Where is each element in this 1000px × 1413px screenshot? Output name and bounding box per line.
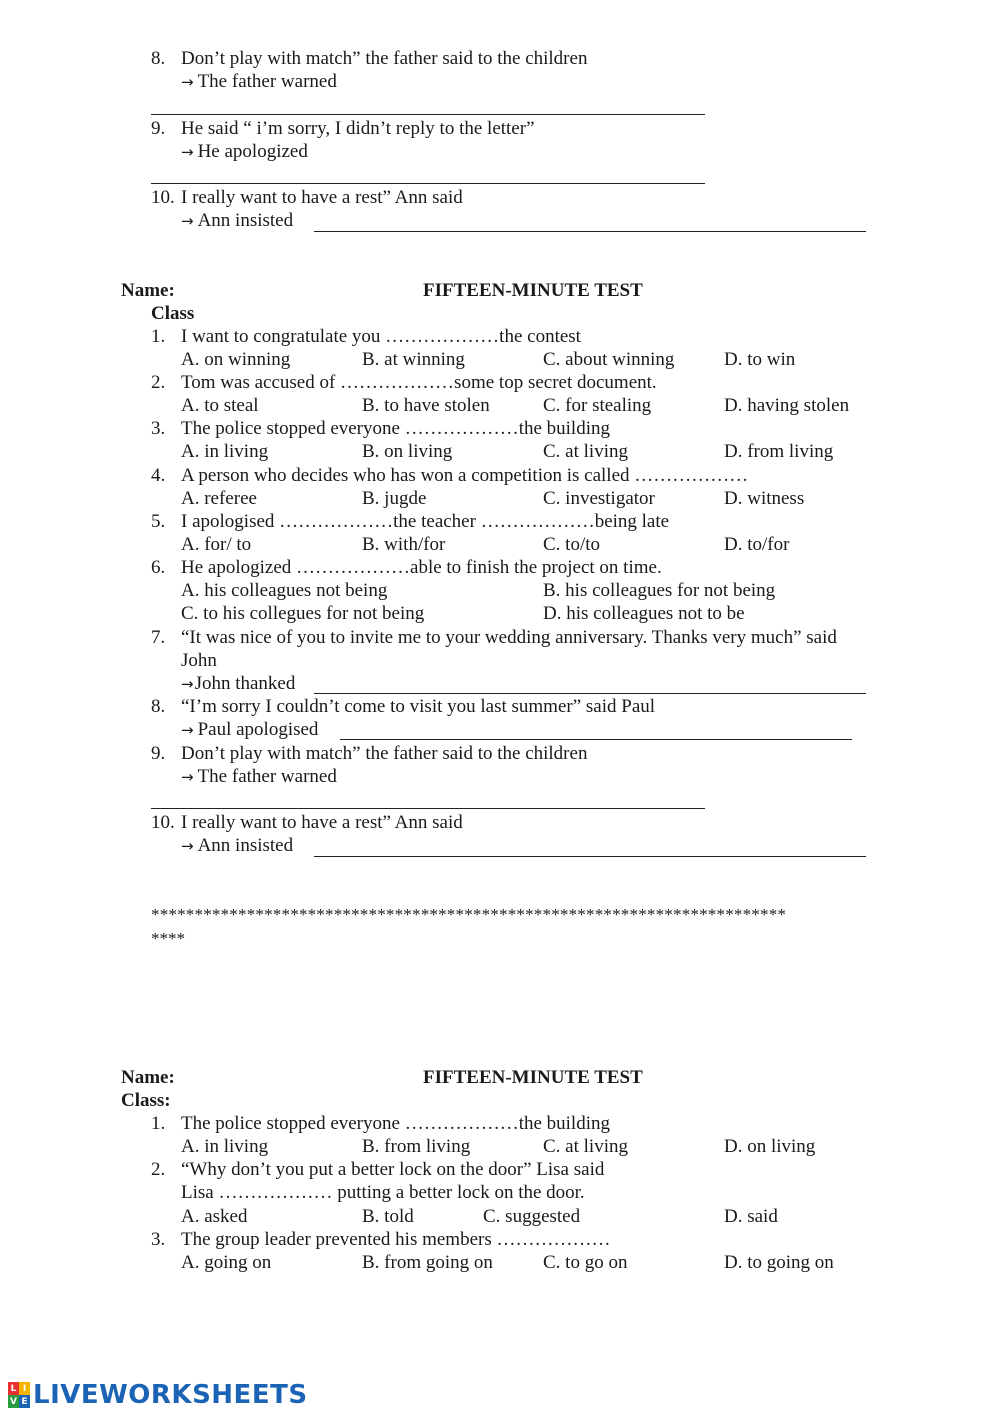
t1-q4-number: 4. [151, 465, 166, 486]
t2-q2-text-continued: Lisa ……………… putting a better lock on the door. [181, 1182, 585, 1203]
t1-q8-prompt-line [181, 718, 318, 742]
test-title: FIFTEEN-MINUTE TEST [423, 1067, 643, 1088]
t1-q6-text: He apologized ………………able to finish the project on time. [181, 557, 662, 578]
q10-prompt: Ann insisted [197, 210, 294, 231]
logo-badge-letter: I [19, 1382, 30, 1395]
t1-q8-prompt: Paul apologised [197, 719, 319, 740]
t1-q5-option-d[interactable]: D. to/for [724, 534, 790, 555]
t1-q9-text: Don’t play with match” the father said to the children [181, 743, 588, 764]
t1-q9-number: 9. [151, 743, 166, 764]
t2-q1-option-a[interactable]: A. in living [181, 1136, 269, 1157]
t1-q6-number: 6. [151, 557, 166, 578]
t1-q1-option-d[interactable]: D. to win [724, 349, 796, 370]
t1-q7-answer-line[interactable] [314, 693, 866, 694]
t1-q4-option-b[interactable]: B. jugde [362, 488, 427, 509]
t2-q1-option-b[interactable]: B. from living [362, 1136, 471, 1157]
t1-q2-option-c[interactable]: C. for stealing [543, 395, 652, 416]
t1-q3-option-c[interactable]: C. at living [543, 441, 628, 462]
t1-q7-text: “It was nice of you to invite me to your wedding anniversary. Thanks very much” said [181, 627, 837, 648]
t1-q2-option-d[interactable]: D. having stolen [724, 395, 850, 416]
q8-answer-line[interactable] [151, 114, 705, 115]
name-label: Name: [121, 1067, 175, 1088]
q9-prompt: He apologized [197, 141, 308, 162]
t1-q1-option-c[interactable]: C. about winning [543, 349, 675, 370]
t1-q5-option-a[interactable]: A. for/ to [181, 534, 252, 555]
t1-q3-text: The police stopped everyone ………………the building [181, 418, 610, 439]
class-label: Class: [121, 1090, 171, 1111]
t1-q9-answer-line[interactable] [151, 808, 705, 809]
q9-prompt-line [181, 140, 308, 164]
t2-q3-option-c[interactable]: C. to go on [543, 1252, 628, 1273]
t1-q2-number: 2. [151, 372, 166, 393]
logo-badge-letter: V [8, 1395, 19, 1408]
t1-q4-option-a[interactable]: A. referee [181, 488, 257, 509]
arrow-icon: → [181, 721, 194, 739]
q8-text: Don’t play with match” the father said to the children [181, 48, 588, 69]
t1-q8-text: “I’m sorry I couldn’t come to visit you last summer” said Paul [181, 696, 656, 717]
t2-q1-text: The police stopped everyone ………………the building [181, 1113, 610, 1134]
logo-badge-letter: E [19, 1395, 30, 1408]
t1-q1-option-b[interactable]: B. at winning [362, 349, 465, 370]
t2-q2-number: 2. [151, 1159, 166, 1180]
test-title: FIFTEEN-MINUTE TEST [423, 280, 643, 301]
t1-q4-text: A person who decides who has won a competition is called ……………… [181, 465, 749, 486]
t1-q4-option-d[interactable]: D. witness [724, 488, 805, 509]
q10-number: 10. [151, 187, 175, 208]
t1-q7-prompt-line [181, 672, 295, 696]
t1-q4-option-c[interactable]: C. investigator [543, 488, 655, 509]
t1-q10-answer-line[interactable] [314, 856, 866, 857]
t2-q1-number: 1. [151, 1113, 166, 1134]
t2-q3-option-d[interactable]: D. to going on [724, 1252, 834, 1273]
arrow-icon: → [181, 212, 194, 230]
t1-q10-number: 10. [151, 812, 175, 833]
t1-q3-option-a[interactable]: A. in living [181, 441, 269, 462]
t2-q1-option-d[interactable]: D. on living [724, 1136, 816, 1157]
t2-q2-option-c[interactable]: C. suggested [483, 1206, 581, 1227]
arrow-icon: → [181, 675, 194, 693]
t1-q5-text: I apologised ………………the teacher ………………being late [181, 511, 670, 532]
separator-stars-continued: **** [151, 929, 185, 948]
t1-q10-prompt: Ann insisted [197, 835, 294, 856]
t2-q2-option-b[interactable]: B. told [362, 1206, 414, 1227]
class-label: Class [151, 303, 195, 324]
separator-stars: ************************************************************************* [151, 905, 787, 924]
t2-q3-option-a[interactable]: A. going on [181, 1252, 272, 1273]
arrow-icon: → [181, 768, 194, 786]
q8-number: 8. [151, 48, 166, 69]
arrow-icon: → [181, 143, 194, 161]
q10-text: I really want to have a rest” Ann said [181, 187, 463, 208]
t1-q6-option-c[interactable]: C. to his collegues for not being [181, 603, 425, 624]
t2-q2-option-a[interactable]: A. asked [181, 1206, 248, 1227]
q10-answer-line[interactable] [314, 231, 866, 232]
q8-prompt: The father warned [197, 71, 337, 92]
t1-q5-option-b[interactable]: B. with/for [362, 534, 446, 555]
t1-q9-prompt-line [181, 765, 337, 789]
q9-text: He said “ i’m sorry, I didn’t reply to the letter” [181, 118, 535, 139]
t2-q1-option-c[interactable]: C. at living [543, 1136, 628, 1157]
t1-q9-prompt: The father warned [197, 766, 337, 787]
t1-q8-number: 8. [151, 696, 166, 717]
t1-q10-text: I really want to have a rest” Ann said [181, 812, 463, 833]
t1-q8-answer-line[interactable] [340, 739, 852, 740]
t1-q5-option-c[interactable]: C. to/to [543, 534, 601, 555]
t1-q3-number: 3. [151, 418, 166, 439]
t1-q2-option-b[interactable]: B. to have stolen [362, 395, 490, 416]
t1-q2-option-a[interactable]: A. to steal [181, 395, 259, 416]
t1-q2-text: Tom was accused of ………………some top secret document. [181, 372, 657, 393]
t2-q3-option-b[interactable]: B. from going on [362, 1252, 493, 1273]
t2-q3-number: 3. [151, 1229, 166, 1250]
t1-q6-option-a[interactable]: A. his colleagues not being [181, 580, 388, 601]
t1-q10-prompt-line [181, 834, 293, 858]
t1-q3-option-d[interactable]: D. from living [724, 441, 834, 462]
t2-q2-text: “Why don’t you put a better lock on the door” Lisa said [181, 1159, 605, 1180]
t2-q2-option-d[interactable]: D. said [724, 1206, 778, 1227]
t2-q3-text: The group leader prevented his members ……………… [181, 1229, 611, 1250]
logo-badge-icon [8, 1382, 30, 1408]
t1-q5-number: 5. [151, 511, 166, 532]
name-label: Name: [121, 280, 175, 301]
t1-q7-prompt: John thanked [194, 673, 296, 694]
q8-prompt-line [181, 70, 337, 94]
arrow-icon: → [181, 73, 194, 91]
t1-q6-option-b[interactable]: B. his colleagues for not being [543, 580, 776, 601]
t1-q1-text: I want to congratulate you ………………the contest [181, 326, 581, 347]
arrow-icon: → [181, 837, 194, 855]
q10-prompt-line [181, 209, 293, 233]
logo-badge-letter: L [8, 1382, 19, 1395]
liveworksheets-logo[interactable] [8, 1380, 308, 1410]
t1-q3-option-b[interactable]: B. on living [362, 441, 453, 462]
q9-number: 9. [151, 118, 166, 139]
t1-q7-text-continued: John [181, 650, 217, 671]
q9-answer-line[interactable] [151, 183, 705, 184]
t1-q7-number: 7. [151, 627, 166, 648]
t1-q1-option-a[interactable]: A. on winning [181, 349, 291, 370]
logo-text: LIVEWORKSHEETS [33, 1380, 308, 1410]
t1-q1-number: 1. [151, 326, 166, 347]
t1-q6-option-d[interactable]: D. his colleagues not to be [543, 603, 745, 624]
